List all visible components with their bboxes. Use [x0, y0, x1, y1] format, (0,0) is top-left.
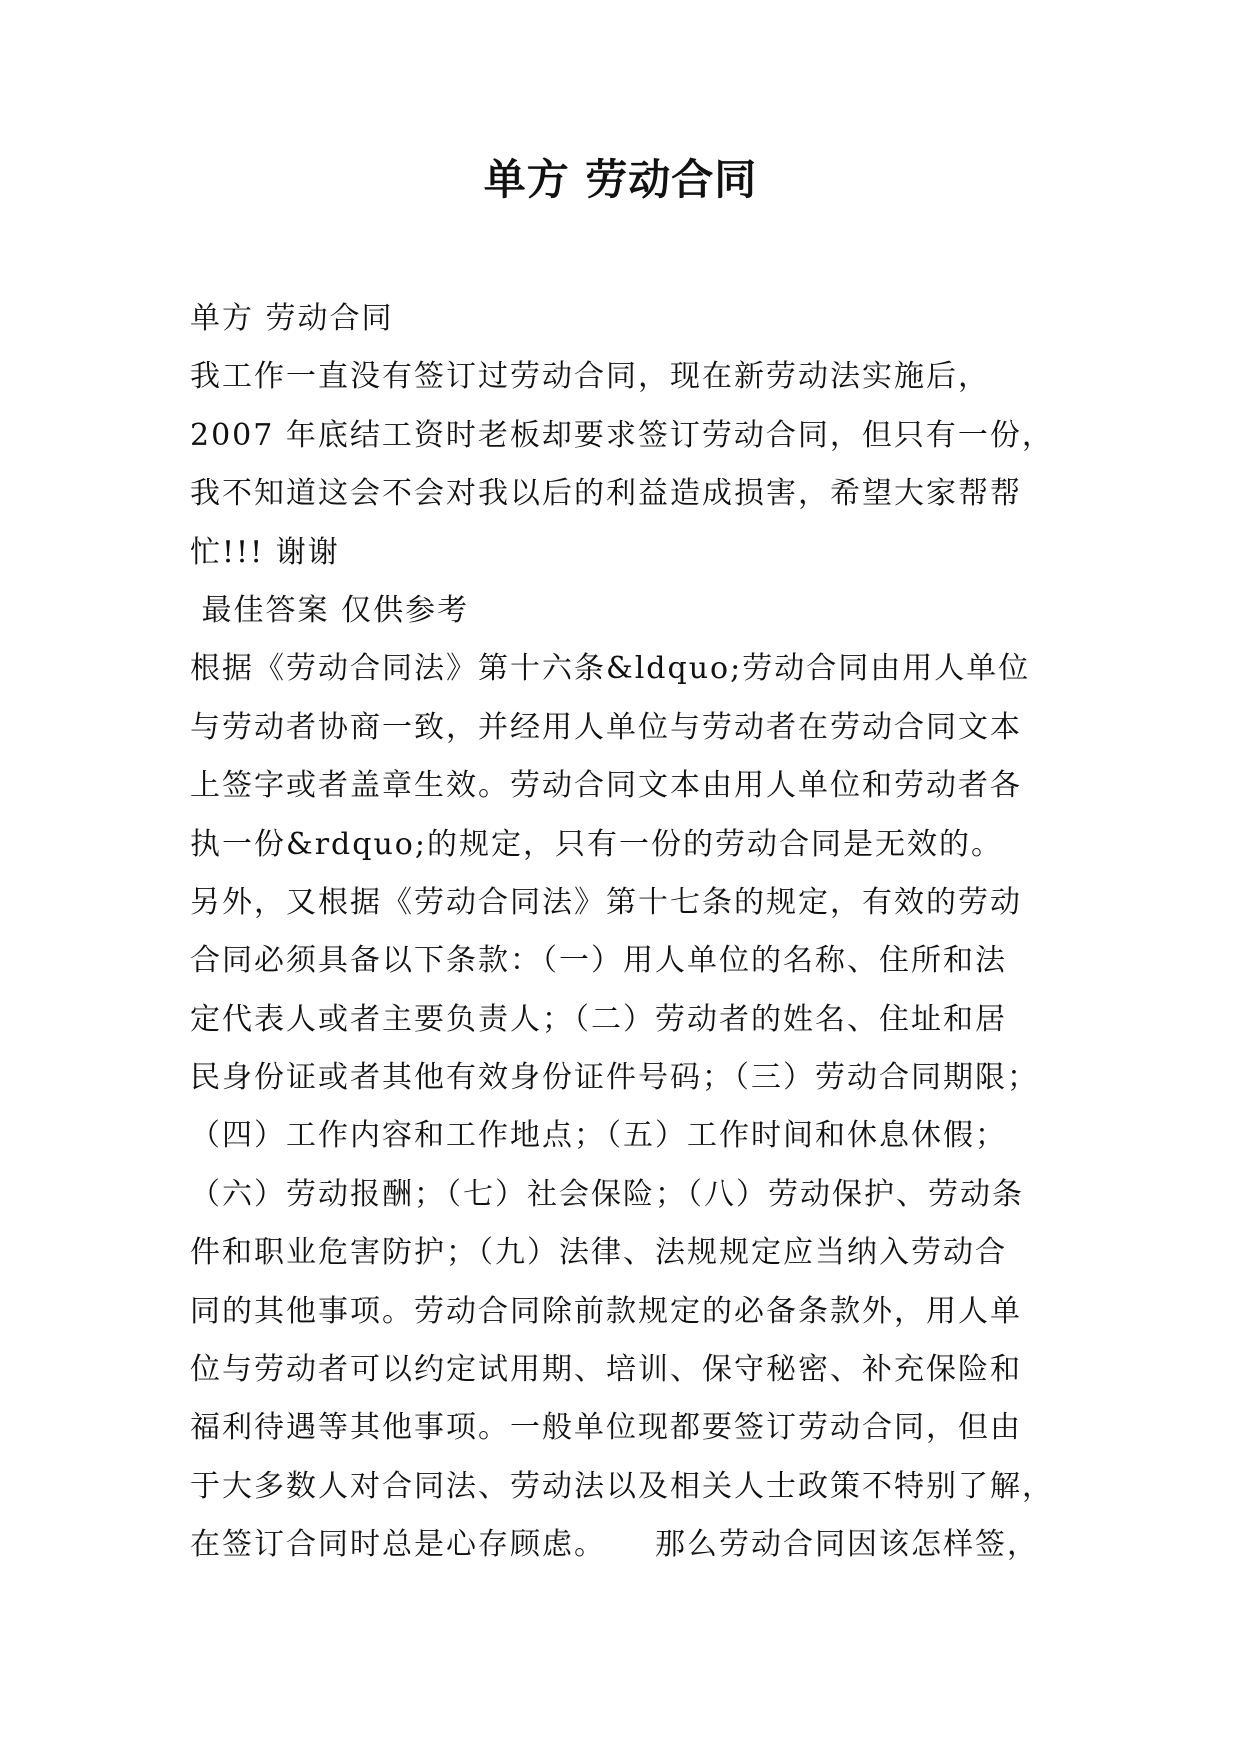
body-line: 在签订合同时总是心存顾虑。 那么劳动合同因该怎样签， — [190, 1527, 1039, 1563]
body-line: 另外，又根据《劳动合同法》第十七条的规定，有效的劳动 — [190, 884, 1022, 920]
body-line: （六）劳动报酬；（七）社会保险；（八）劳动保护、劳动条 — [190, 1176, 1024, 1212]
body-line: 最佳答案 仅供参考 — [190, 592, 470, 628]
body-line: 忙!!! 谢谢 — [190, 534, 340, 570]
body-line: 件和职业危害防护；（九）法律、法规规定应当纳入劳动合 — [190, 1235, 1007, 1271]
body-line: 我不知道这会不会对我以后的利益造成损害，希望大家帮帮 — [190, 476, 1022, 512]
body-line: 于大多数人对合同法、劳动法以及相关人士政策不特别了解， — [190, 1468, 1054, 1504]
body-line: 民身份证或者其他有效身份证件号码；（三）劳动合同期限； — [190, 1060, 1039, 1096]
body-line: 与劳动者协商一致，并经用人单位与劳动者在劳动合同文本 — [190, 709, 1022, 745]
document-title: 单方 劳动合同 — [483, 155, 758, 204]
body-line: 福利待遇等其他事项。一般单位现都要签订劳动合同，但由 — [190, 1410, 1022, 1446]
document-body — [190, 290, 1190, 1575]
body-line: （四）工作内容和工作地点；（五）工作时间和休息休假； — [190, 1118, 1007, 1154]
body-line: 上签字或者盖章生效。劳动合同文本由用人单位和劳动者各 — [190, 768, 1022, 804]
body-line: 定代表人或者主要负责人；（二）劳动者的姓名、住址和居 — [190, 1001, 1007, 1037]
body-line: 我工作一直没有签订过劳动合同，现在新劳动法实施后， — [190, 359, 990, 395]
body-line: 根据《劳动合同法》第十六条&ldquo;劳动合同由用人单位 — [190, 651, 1031, 687]
body-line: 执一份&rdquo;的规定，只有一份的劳动合同是无效的。 — [190, 826, 1003, 862]
body-line: 同的其他事项。劳动合同除前款规定的必备条款外，用人单 — [190, 1293, 1022, 1329]
body-line: 2007 年底结工资时老板却要求签订劳动合同，但只有一份， — [190, 417, 1054, 453]
body-line: 位与劳动者可以约定试用期、培训、保守秘密、补充保险和 — [190, 1352, 1022, 1388]
body-line: 合同必须具备以下条款：（一）用人单位的名称、住所和法 — [190, 943, 1007, 979]
body-line: 单方 劳动合同 — [190, 301, 394, 336]
